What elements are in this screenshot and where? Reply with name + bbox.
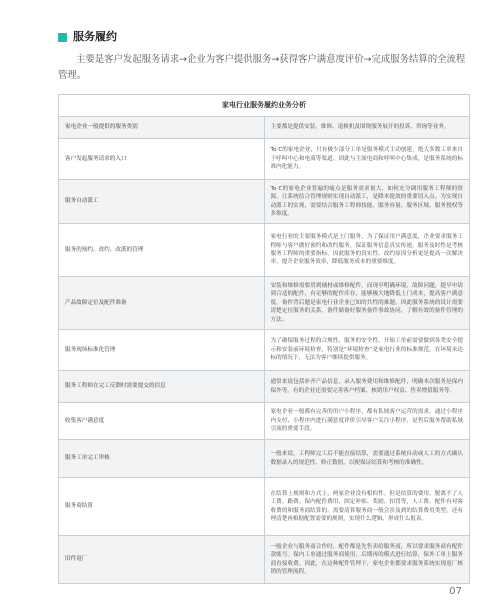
row-category: 服务的预约、改约、改派的管理 bbox=[59, 224, 265, 277]
table-row bbox=[59, 536, 470, 584]
row-category: 服务商结算 bbox=[59, 478, 265, 536]
table-row bbox=[59, 403, 470, 440]
service-analysis-table bbox=[58, 94, 470, 584]
row-category: 家电企业一般提供的服务类别 bbox=[59, 117, 265, 139]
row-category: 服务工程师在完工反馈时需要提交的信息 bbox=[59, 371, 265, 403]
row-category: 旧件返厂 bbox=[59, 536, 265, 584]
table-row bbox=[59, 478, 470, 536]
section-title: 服务履约 bbox=[73, 30, 117, 43]
section-intro: 主要是客户发起服务请求→企业为客户提供服务→获得客户满意度评价→完成服务结算的全流程管理。 bbox=[58, 54, 466, 81]
table-row bbox=[59, 440, 470, 478]
row-category: 服务工单完工审核 bbox=[59, 440, 265, 478]
row-category: 服务自动派工 bbox=[59, 180, 265, 224]
row-description: To C的家电企业普遍的痛点是服务需求量大，如何充分调用服务工程师的资源，让系统结合管理规则实现自动派工，是降本提效的重要切入点。为实现自动派工的实现，需要结合服务工程师技能、服务容量、服务区域、服务授权等多维度。 bbox=[264, 180, 470, 224]
row-description: 家电行业的主要服务模式是上门服务，为了保证用户满意度，企业要求服务工程师与客户做好预约和改约服务，保证服务信息真实传递。服务及时性是考核服务工程师的重要指标，因此服务的真实性、改约原因分析更是提高一次解决率，提升企业服务效率，降低服务成本的重要维度。 bbox=[264, 224, 470, 277]
table-row bbox=[59, 224, 470, 277]
row-description: 为了确保服务过程的合规性、服务的安全性，开始工单前需要做到各类安全提示和安装前环境检查，特别是“环境检查”是家电行业的标准规范。在环境未达标的情况下，无法为客户继续提供服务。 bbox=[264, 330, 470, 371]
row-category: 客户发起服务请求的入口 bbox=[59, 139, 265, 180]
row-description: 通常来说包括补齐产品信息，录入服务费用和维修配件，明确本次服务是保内保外等。有的企业还需要完善客户档案、核销用户权益、售卖增值服务等。 bbox=[264, 371, 470, 403]
row-description: 一般来说，工程师完工后不能直接结算，需要通过系统自动或人工的方式确认数据录入的规范性、修正数据，以便保证结算和考核的准确性。 bbox=[264, 440, 470, 478]
table-row bbox=[59, 139, 470, 180]
table-row bbox=[59, 180, 470, 224]
row-category: 收集客户满意度 bbox=[59, 403, 265, 440]
row-category: 产品故障定位及配件准备 bbox=[59, 277, 265, 330]
page-number: 07 bbox=[449, 586, 462, 597]
row-description: To C的家电企业，只有极少部分工单是服务模式主动创建，绝大多数工单来自于呼叫中心和电商等渠道。因此与主流电商和呼叫中心集成，是服务系统的标准内化能力。 bbox=[264, 139, 470, 180]
row-description: 一般企业与服务商合作时，配件都是先售卖给服务商，所以要求服务商有配件款账号。保内工单通过服务商使用，后期再的模式进行结算，保外工单上服务商直接收费。因此，在这种配件管理下，家电企业都要求服务系统实现返厂核销的管理流程。 bbox=[264, 536, 470, 584]
row-category: 服务现场标准化管理 bbox=[59, 330, 265, 371]
table-row bbox=[59, 371, 470, 403]
row-description: 家电企业一般都有完善的用户小程序，都有私域客户运营的需求。通过小程序内支付、小程序内进行满意度评价引导客户关注小程序，是售后服务帮助私域引流的重要手段。 bbox=[264, 403, 470, 440]
table-row bbox=[59, 330, 470, 371]
table-title: 家电行业服务履约业务分析 bbox=[59, 95, 470, 117]
row-description: 安装和维修需要用到辅材或维修配件，而现早明确环境、故障问题，提早申请到合适的配件，有足够的配件库存，能够极大地降低上门成本，提高客户满意度。备件背后题是家电行业企业已知的共性的难题，因此服务系统的设计需要清楚定位服务的关系，备件储备好服务备件事故协同，了解有效的备件管理的方法。 bbox=[264, 277, 470, 330]
section-marker-square bbox=[58, 33, 67, 42]
table-row bbox=[59, 277, 470, 330]
section-heading bbox=[58, 30, 117, 44]
row-description: 主要都是提供安装、维修、退换机及围绕服务展开的投诉、咨询等业务。 bbox=[264, 117, 470, 139]
row-description: 在结算上规则和方式上，两家企业没有相似性。但是结算的费用，脱离不了人工费、路费、保内配件费用、固定补贴、奖励、扣罚等，人工费、配件有对客收费的和服务商结算的。需要清算服务商一般会涉及到的结算费用类型，还有理清楚再根据配置需要的规则，实现什么逻辑，形成什么报表。 bbox=[264, 478, 470, 536]
table-row bbox=[59, 117, 470, 139]
